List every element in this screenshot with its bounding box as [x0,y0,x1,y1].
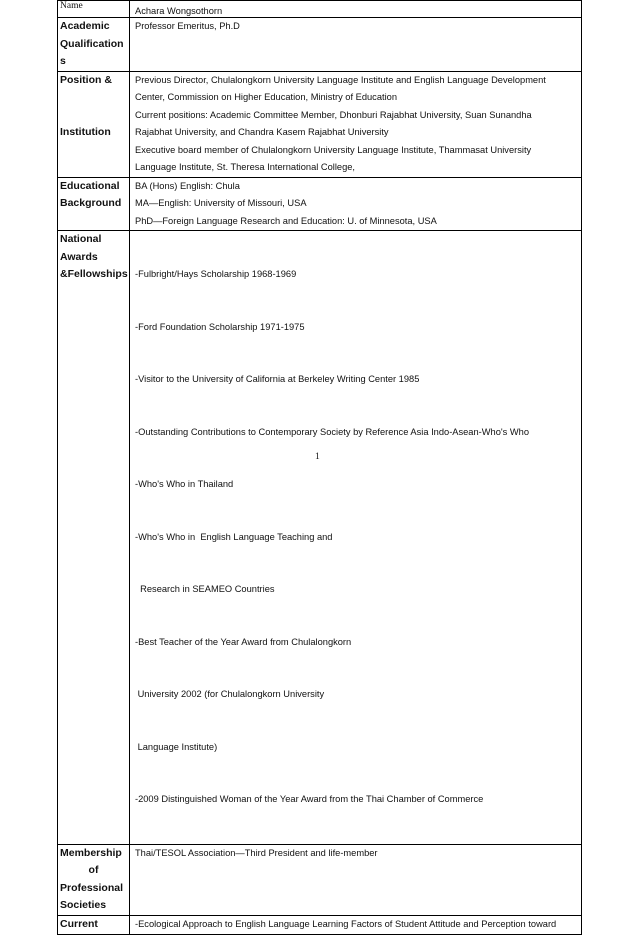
name-value: Achara Wongsothorn [130,1,582,18]
membership-label-line: Professional [60,881,124,894]
awards-value [130,231,582,845]
cv-table [57,0,582,935]
position-label-top: Position & [60,73,112,86]
current-label: Current [58,915,130,934]
qualification-label-line: Qualification [60,37,124,50]
awards-line: University 2002 (for Chulalongkorn University [135,689,325,699]
education-value [130,177,582,231]
education-line: MA—English: University of Missouri, USA [135,198,307,208]
education-line: PhD—Foreign Language Research and Education: U. of Minnesota, USA [135,215,437,226]
position-line: Language Institute, St. Theresa International College, [135,162,356,172]
awards-line: -Outstanding Contributions to Contemporary Society by Reference Asia Indo-Asean-Who's Who [135,426,529,437]
position-line: Previous Director, Chulalongkorn University Language Institute and English Language Development [135,74,546,85]
spacer [60,89,127,107]
current-value: -Ecological Approach to English Language Learning Factors of Student Attitude and Perception toward [130,915,582,934]
qualification-label-line: s [60,55,66,67]
awards-label-line: National [60,233,102,245]
awards-label-line: Awards [60,250,98,263]
table-row [58,177,582,231]
awards-line: -Ford Foundation Scholarship 1971-1975 [135,321,305,332]
membership-label-line: Membership [60,846,122,859]
awards-line: -Who's Who in Thailand [135,479,234,489]
position-line: Executive board member of Chulalongkorn University Language Institute, Thammasat University [135,144,532,155]
position-line: Current positions: Academic Committee Member, Dhonburi Rajabhat University, Suan Sunandha [135,109,532,120]
table-row [58,231,582,845]
membership-label [58,844,130,915]
awards-line: -Visitor to the University of California at Berkeley Writing Center 1985 [135,374,420,384]
table-row [58,844,582,915]
name-label: Name [58,1,130,18]
table-row [58,18,582,72]
awards-label [58,231,130,845]
table-row [58,915,582,934]
awards-line: Language Institute) [135,741,218,752]
awards-line: -Fulbright/Hays Scholarship 1968-1969 [135,269,297,279]
position-value [130,71,582,177]
membership-label-line: of [88,864,99,876]
education-label-line: Background [60,197,122,209]
awards-line: Research in SEAMEO Countries [135,584,275,594]
awards-label-line: &Fellowships [60,268,128,280]
qualification-label-line: Academic [60,20,110,32]
awards-line: -Best Teacher of the Year Award from Chulalongkorn [135,636,352,647]
position-label [58,71,130,177]
awards-line: -Who's Who in English Language Teaching and [135,531,333,542]
qualification-label [58,18,130,72]
qualification-value: Professor Emeritus, Ph.D [130,18,582,72]
position-line: Rajabhat University, and Chandra Kasem Rajabhat University [135,127,389,137]
education-label-line: Educational [60,179,120,192]
membership-label-line: Societies [60,899,107,911]
page-number: 1 [315,452,320,462]
table-row [58,1,582,18]
table-row [58,71,582,177]
education-label [58,177,130,231]
position-label-bottom: Institution [60,126,111,138]
education-line: BA (Hons) English: Chula [135,180,240,191]
position-line: Center, Commission on Higher Education, Ministry of Education [135,92,397,102]
membership-value: Thai/TESOL Association—Third President and life-member [130,844,582,915]
awards-line: -2009 Distinguished Woman of the Year Award from the Thai Chamber of Commerce [135,794,484,804]
